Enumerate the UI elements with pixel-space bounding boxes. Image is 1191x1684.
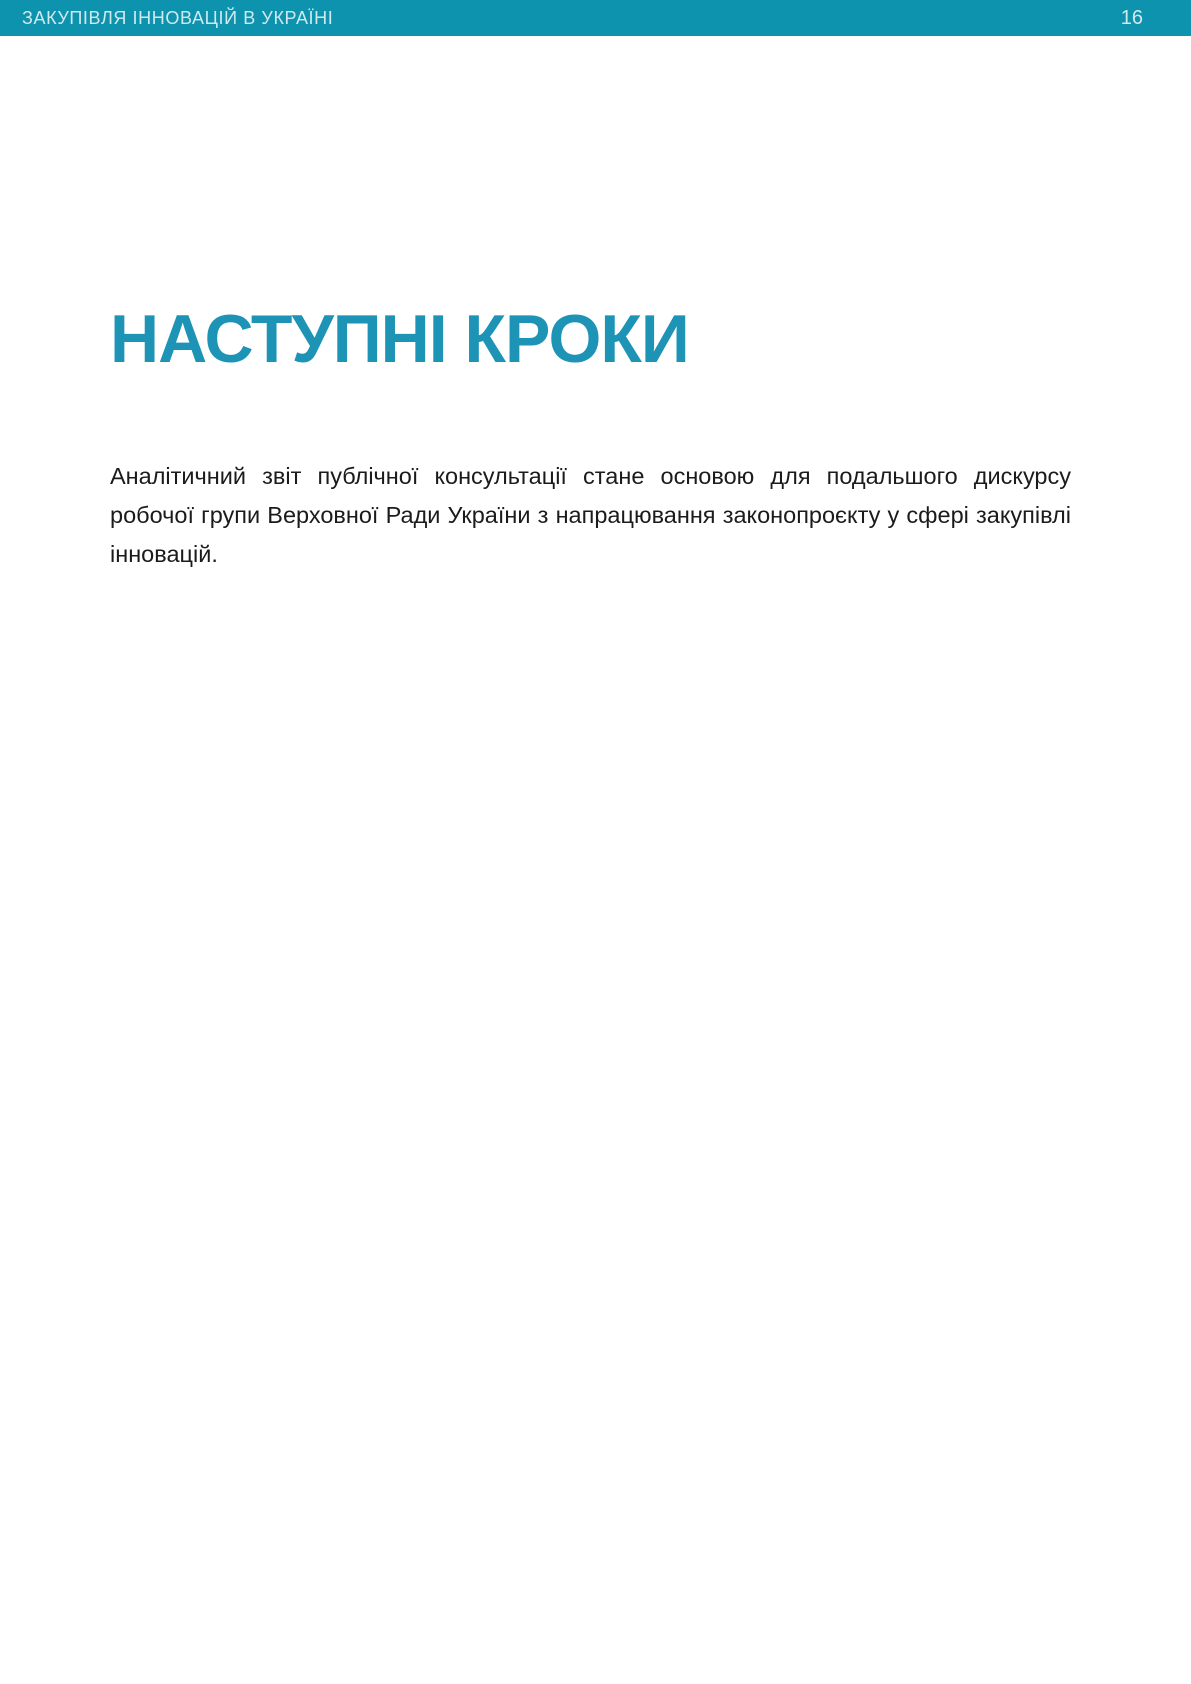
body-paragraph: Аналітичний звіт публічної консультації стане основою для подальшого дискурсу робочої групи Верховної Ради України з напрацювання законопроєкту у сфері закупівлі інновацій. bbox=[110, 463, 1071, 567]
section-heading: НАСТУПНІ КРОКИ bbox=[110, 301, 689, 377]
running-header-title: ЗАКУПІВЛЯ ІННОВАЦІЙ В УКРАЇНІ bbox=[22, 7, 334, 28]
page-content bbox=[0, 36, 1191, 574]
header-bar bbox=[0, 0, 1191, 36]
page-number: 16 bbox=[1120, 6, 1143, 29]
